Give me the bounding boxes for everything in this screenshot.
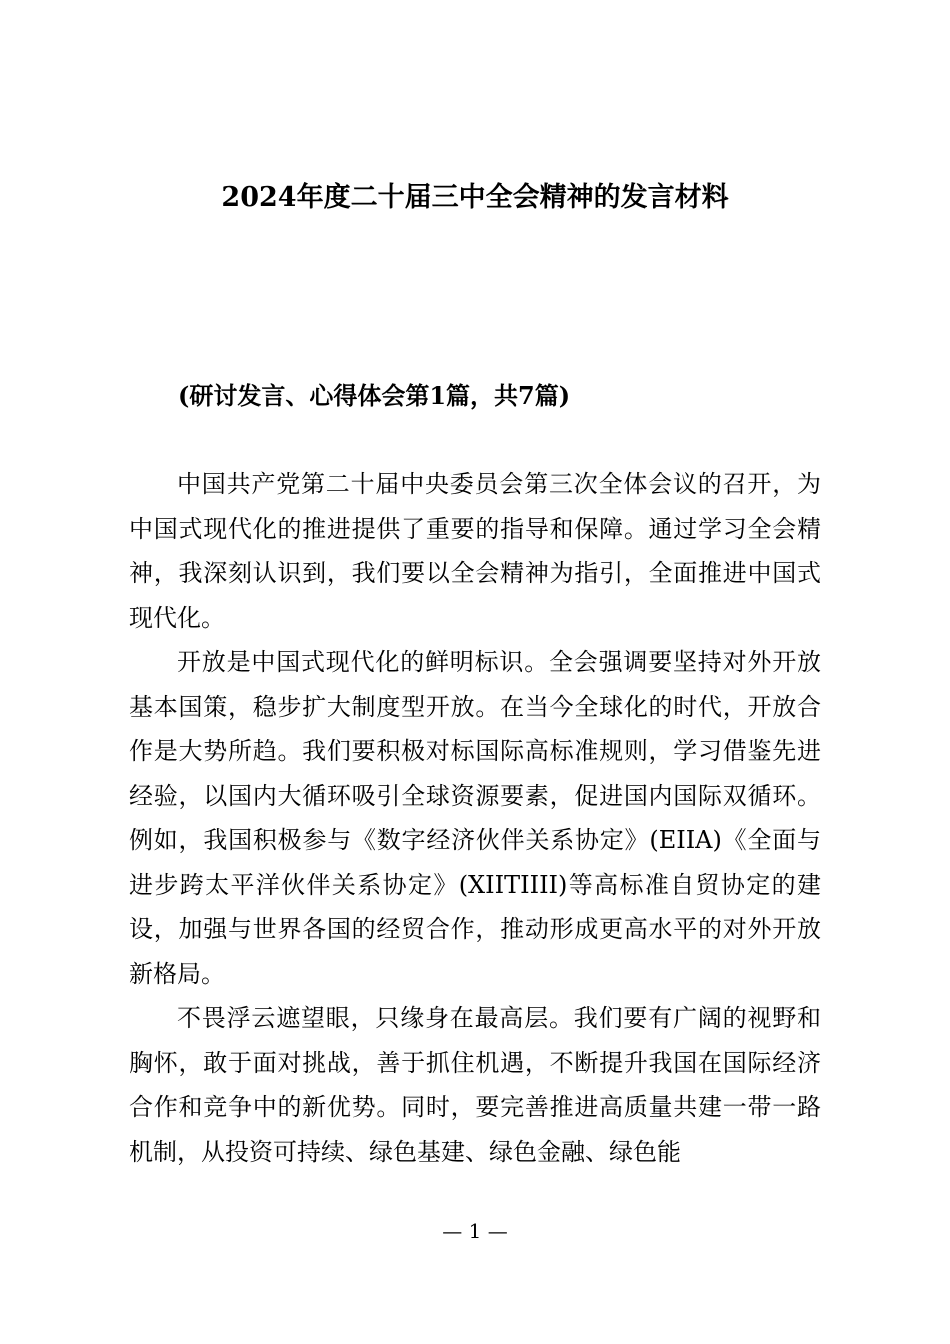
- paragraph-3: 不畏浮云遮望眼，只缘身在最高层。我们要有广阔的视野和胸怀，敢于面对挑战，善于抓住机遇，不断提升我国在国际经济合作和竞争中的新优势。同时，要完善推进高质量共建一带一路机制，从投资可持续、绿色基建、绿色金融、绿色能: [129, 1004, 821, 1166]
- page-title: 2024年度二十届三中全会精神的发言材料: [221, 182, 729, 213]
- paragraph-2: 开放是中国式现代化的鲜明标识。全会强调要坚持对外开放基本国策，稳步扩大制度型开放。在当今全球化的时代，开放合作是大势所趋。我们要积极对标国际高标准规则，学习借鉴先进经验，以国内大循环吸引全球资源要素，促进国内国际双循环。例如，我国积极参与《数字经济伙伴关系协定》(EIIA)《全面与进步跨太平洋伙伴关系协定》(XIITIIII)等高标准自贸协定的建设，加强与世界各国的经贸合作，推动形成更高水平的对外开放新格局。: [129, 648, 821, 988]
- body-text: [129, 462, 821, 1174]
- page-number: — 1 —: [442, 1219, 508, 1243]
- subtitle: (研讨发言、心得体会第1篇，共7篇): [178, 381, 571, 410]
- paragraph-1: 中国共产党第二十届中央委员会第三次全体会议的召开，为中国式现代化的推进提供了重要的指导和保障。通过学习全会精神，我深刻认识到，我们要以全会精神为指引，全面推进中国式现代化。: [129, 470, 821, 632]
